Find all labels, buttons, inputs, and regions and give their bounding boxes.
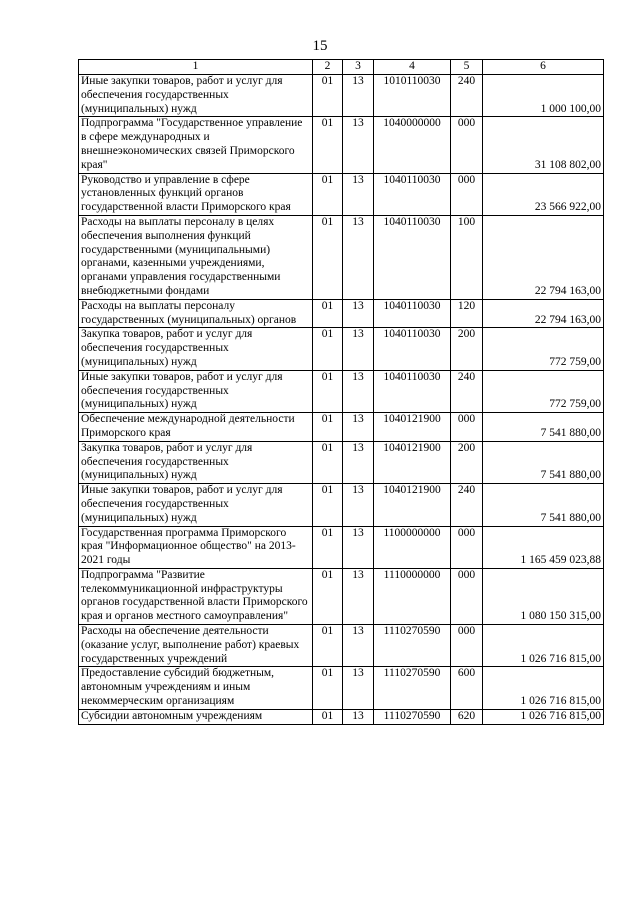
row-target-item-code: 1040110030 <box>374 299 451 328</box>
row-subsection-code: 13 <box>343 709 374 724</box>
row-subsection-code: 13 <box>343 75 374 117</box>
row-amount: 1 165 459 023,88 <box>483 526 604 568</box>
row-section-code: 01 <box>313 117 343 173</box>
row-description: Подпрограмма "Развитие телекоммуникационной инфраструктуры органов государственной власти Приморского края и органов местного самоуправления" <box>79 568 313 624</box>
column-header-3: 3 <box>343 60 374 75</box>
row-description: Предоставление субсидий бюджетным, автономным учреждениям и иным некоммерческим организациям <box>79 667 313 709</box>
row-subsection-code: 13 <box>343 526 374 568</box>
row-description: Руководство и управление в сфере установленных функций органов государственной власти Приморского края <box>79 173 313 215</box>
row-subsection-code: 13 <box>343 441 374 483</box>
row-description: Субсидии автономным учреждениям <box>79 709 313 724</box>
row-expense-type-code: 000 <box>451 173 483 215</box>
row-expense-type-code: 120 <box>451 299 483 328</box>
row-expense-type-code: 000 <box>451 526 483 568</box>
row-expense-type-code: 240 <box>451 75 483 117</box>
table-body <box>79 75 604 725</box>
row-subsection-code: 13 <box>343 173 374 215</box>
row-section-code: 01 <box>313 413 343 442</box>
row-section-code: 01 <box>313 667 343 709</box>
row-target-item-code: 1040110030 <box>374 370 451 412</box>
column-header-6: 6 <box>483 60 604 75</box>
row-section-code: 01 <box>313 328 343 370</box>
row-section-code: 01 <box>313 215 343 299</box>
row-subsection-code: 13 <box>343 299 374 328</box>
row-target-item-code: 1110270590 <box>374 625 451 667</box>
row-amount: 22 794 163,00 <box>483 299 604 328</box>
table-row <box>79 625 604 667</box>
row-expense-type-code: 000 <box>451 625 483 667</box>
table-row <box>79 709 604 724</box>
row-section-code: 01 <box>313 370 343 412</box>
row-section-code: 01 <box>313 709 343 724</box>
row-expense-type-code: 620 <box>451 709 483 724</box>
row-description: Подпрограмма "Государственное управление в сфере международных и внешнеэкономических связей Приморского края" <box>79 117 313 173</box>
table-row <box>79 215 604 299</box>
row-target-item-code: 1040000000 <box>374 117 451 173</box>
row-description: Иные закупки товаров, работ и услуг для обеспечения государственных (муниципальных) нужд <box>79 370 313 412</box>
row-section-code: 01 <box>313 568 343 624</box>
budget-table <box>78 59 604 725</box>
row-target-item-code: 1040110030 <box>374 215 451 299</box>
row-amount: 23 566 922,00 <box>483 173 604 215</box>
table-header-row <box>79 60 604 75</box>
table-row <box>79 484 604 526</box>
row-amount: 772 759,00 <box>483 370 604 412</box>
row-section-code: 01 <box>313 484 343 526</box>
row-amount: 1 000 100,00 <box>483 75 604 117</box>
row-subsection-code: 13 <box>343 215 374 299</box>
row-description: Расходы на выплаты персоналу государственных (муниципальных) органов <box>79 299 313 328</box>
table-row <box>79 568 604 624</box>
row-amount: 1 080 150 315,00 <box>483 568 604 624</box>
row-description: Иные закупки товаров, работ и услуг для обеспечения государственных (муниципальных) нужд <box>79 75 313 117</box>
row-expense-type-code: 240 <box>451 370 483 412</box>
row-target-item-code: 1040121900 <box>374 484 451 526</box>
row-amount: 7 541 880,00 <box>483 441 604 483</box>
table-row <box>79 299 604 328</box>
row-amount: 1 026 716 815,00 <box>483 667 604 709</box>
table-row <box>79 526 604 568</box>
row-subsection-code: 13 <box>343 625 374 667</box>
row-description: Закупка товаров, работ и услуг для обеспечения государственных (муниципальных) нужд <box>79 328 313 370</box>
row-target-item-code: 1100000000 <box>374 526 451 568</box>
row-description: Обеспечение международной деятельности Приморского края <box>79 413 313 442</box>
row-section-code: 01 <box>313 526 343 568</box>
row-description: Расходы на обеспечение деятельности (оказание услуг, выполнение работ) краевых государственных учреждений <box>79 625 313 667</box>
row-amount: 1 026 716 815,00 <box>483 625 604 667</box>
row-subsection-code: 13 <box>343 484 374 526</box>
row-description: Государственная программа Приморского края "Информационное общество" на 2013-2021 годы <box>79 526 313 568</box>
row-subsection-code: 13 <box>343 370 374 412</box>
table-row <box>79 370 604 412</box>
row-target-item-code: 1040121900 <box>374 441 451 483</box>
row-subsection-code: 13 <box>343 328 374 370</box>
row-description: Иные закупки товаров, работ и услуг для обеспечения государственных (муниципальных) нужд <box>79 484 313 526</box>
row-target-item-code: 1040121900 <box>374 413 451 442</box>
table-row <box>79 328 604 370</box>
row-description: Закупка товаров, работ и услуг для обеспечения государственных (муниципальных) нужд <box>79 441 313 483</box>
row-expense-type-code: 100 <box>451 215 483 299</box>
row-amount: 7 541 880,00 <box>483 413 604 442</box>
row-target-item-code: 1110000000 <box>374 568 451 624</box>
row-amount: 31 108 802,00 <box>483 117 604 173</box>
row-amount: 7 541 880,00 <box>483 484 604 526</box>
row-section-code: 01 <box>313 299 343 328</box>
row-expense-type-code: 200 <box>451 328 483 370</box>
row-section-code: 01 <box>313 441 343 483</box>
row-subsection-code: 13 <box>343 667 374 709</box>
row-expense-type-code: 000 <box>451 568 483 624</box>
row-expense-type-code: 240 <box>451 484 483 526</box>
column-header-1: 1 <box>79 60 313 75</box>
table-row <box>79 173 604 215</box>
row-expense-type-code: 000 <box>451 117 483 173</box>
row-target-item-code: 1040110030 <box>374 173 451 215</box>
row-subsection-code: 13 <box>343 413 374 442</box>
row-subsection-code: 13 <box>343 568 374 624</box>
table-row <box>79 413 604 442</box>
row-subsection-code: 13 <box>343 117 374 173</box>
column-header-4: 4 <box>374 60 451 75</box>
table-row <box>79 667 604 709</box>
row-amount: 1 026 716 815,00 <box>483 709 604 724</box>
row-section-code: 01 <box>313 75 343 117</box>
page-number: 15 <box>312 38 328 54</box>
row-section-code: 01 <box>313 173 343 215</box>
table-row <box>79 75 604 117</box>
row-target-item-code: 1110270590 <box>374 667 451 709</box>
row-expense-type-code: 000 <box>451 413 483 442</box>
row-expense-type-code: 600 <box>451 667 483 709</box>
row-target-item-code: 1010110030 <box>374 75 451 117</box>
column-header-2: 2 <box>313 60 343 75</box>
row-target-item-code: 1110270590 <box>374 709 451 724</box>
row-expense-type-code: 200 <box>451 441 483 483</box>
row-description: Расходы на выплаты персоналу в целях обеспечения выполнения функций государственными (муниципальными) органами, казенными учреждениями, органами управления государственными внебюджетными фондами <box>79 215 313 299</box>
row-amount: 22 794 163,00 <box>483 215 604 299</box>
row-amount: 772 759,00 <box>483 328 604 370</box>
table-row <box>79 441 604 483</box>
row-target-item-code: 1040110030 <box>374 328 451 370</box>
column-header-5: 5 <box>451 60 483 75</box>
table-row <box>79 117 604 173</box>
row-section-code: 01 <box>313 625 343 667</box>
